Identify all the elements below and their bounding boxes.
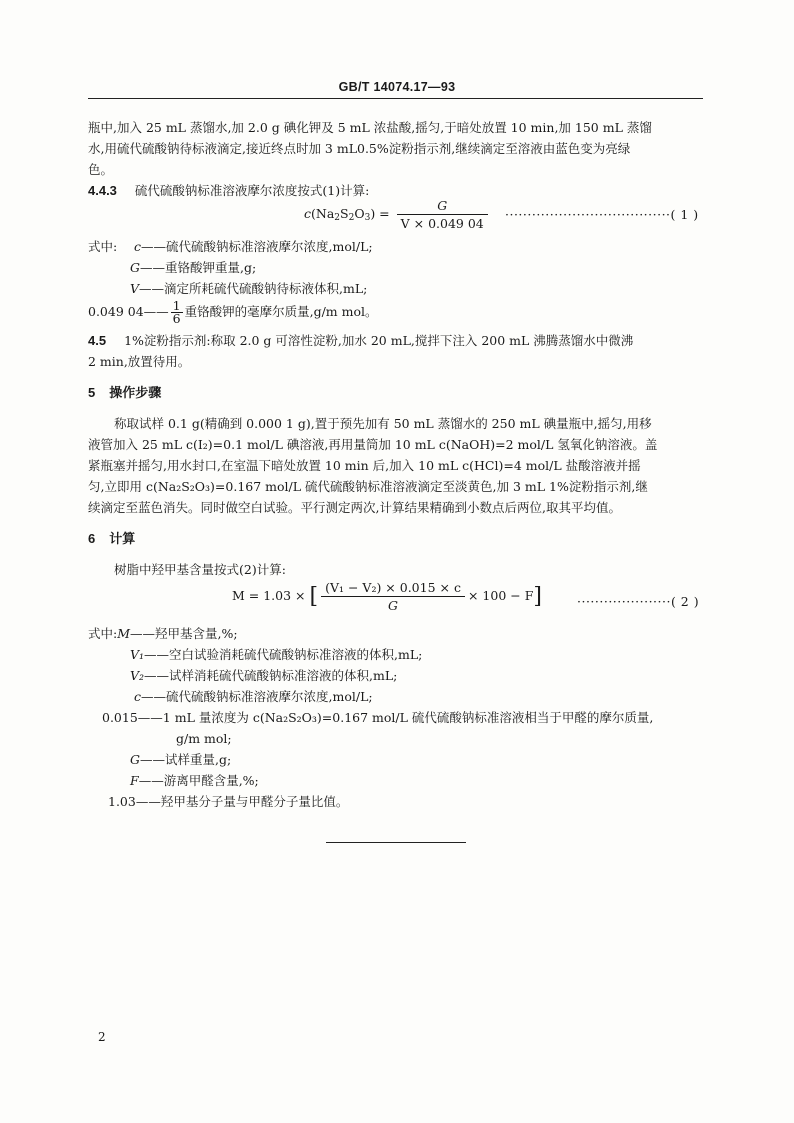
where-label-1: 式中:	[88, 239, 118, 254]
end-rule	[326, 842, 466, 843]
formula-1	[304, 198, 491, 231]
section-4-5-line-2: 2 min,放置待用。	[88, 354, 191, 369]
def-desc: ——硫代硫酸钠标准溶液摩尔浓度,mol/L;	[141, 239, 373, 254]
def-g2	[130, 750, 231, 770]
formula-2-fraction	[321, 580, 465, 613]
def-sym: V	[130, 281, 140, 296]
def-desc: ——1 mL 量浓度为 c(Na₂S₂O₃)=0.167 mol/L 硫代硫酸钠标准溶液相当于甲醛的摩尔质量,	[137, 710, 654, 725]
formula-1-sub2: 2	[348, 213, 355, 223]
def-desc: ——滴定所耗硫代硫酸钠待标液体积,mL;	[139, 281, 368, 296]
def-g	[130, 258, 256, 278]
s5-line-5: 续滴定至蓝色消失。同时做空白试验。平行测定两次,计算结果精确到小数点后两位,取其平均值。	[88, 500, 621, 515]
formula-1-number: ( 1 )	[670, 207, 699, 222]
const-num: 1	[172, 298, 181, 313]
section-number: 5	[88, 385, 96, 400]
formula-1-lhs-b: S	[340, 206, 349, 221]
s5-line-2: 液管加入 25 mL c(I₂)=0.1 mol/L 碘溶液,再用量筒加 10 mL c(NaOH)=2 mol/L 氢氧化钠溶液。盖	[88, 437, 658, 452]
formula-1-lhs-c2: O	[354, 206, 365, 221]
section-number: 4.4.3	[88, 183, 117, 198]
s5-line-4: 匀,立即用 c(Na₂S₂O₃)=0.167 mol/L 硫代硫酸钠标准溶液滴定至淡黄色,加 3 mL 1%淀粉指示剂,继	[88, 479, 648, 494]
right-bracket: ]	[533, 584, 542, 609]
def-desc: ——重铬酸钾重量,g;	[140, 260, 257, 275]
def-desc: ——试样消耗硫代硫酸钠标准溶液的体积,mL;	[144, 668, 398, 683]
def-desc: ——试样重量,g;	[140, 752, 232, 767]
def-c2	[134, 687, 373, 707]
formula-1-eq: ) =	[370, 206, 390, 221]
section-4-5	[88, 331, 633, 351]
const-dash: ——	[143, 304, 169, 319]
formula-2-dots: ·····················	[577, 594, 671, 609]
def-desc: ——空白试验消耗硫代硫酸钠标准溶液的体积,mL;	[144, 647, 423, 662]
s6-intro: 树脂中羟甲基含量按式(2)计算:	[114, 562, 286, 577]
formula-1-fraction	[397, 198, 488, 231]
def-sym: F	[130, 773, 139, 788]
section-title: 计算	[109, 531, 136, 546]
formula-1-dots: ·····································	[505, 207, 671, 222]
def-desc: ——羟甲基含量,%;	[130, 626, 238, 641]
def-v	[130, 279, 367, 299]
def-sym: M	[117, 626, 131, 641]
section-5-heading	[88, 383, 161, 403]
def-sym: G	[130, 752, 140, 767]
formula-2	[232, 580, 542, 613]
s5-line-3: 紧瓶塞并摇匀,用水封口,在室温下暗处放置 10 min 后,加入 10 mL c(HCl)=4 mol/L 盐酸溶液并摇	[88, 458, 641, 473]
formula-2-leader	[577, 594, 699, 609]
header-rule	[88, 98, 703, 99]
intro-line-1: 瓶中,加入 25 mL 蒸馏水,加 2.0 g 碘化钾及 5 mL 浓盐酸,摇匀,于暗处放置 10 min,加 150 mL 蒸馏	[88, 120, 652, 135]
section-text: 1%淀粉指示剂:称取 2.0 g 可溶性淀粉,加水 20 mL,搅拌下注入 200 mL 沸腾蒸馏水中微沸	[124, 333, 634, 348]
const-den: 6	[172, 311, 181, 326]
def-sym: 1.03	[108, 794, 136, 809]
formula-1-numerator: G	[437, 198, 448, 213]
def-sym: c	[134, 239, 142, 254]
section-text: 硫代硫酸钠标准溶液摩尔浓度按式(1)计算:	[134, 183, 370, 198]
def-sym: 0.015	[102, 710, 138, 725]
standard-header: GB/T 14074.17—93	[338, 80, 456, 94]
where-label: 式中:	[88, 626, 118, 641]
def-f	[130, 771, 259, 791]
section-6-heading	[88, 529, 135, 549]
def-sym: G	[130, 260, 140, 275]
s5-line-1: 称取试样 0.1 g(精确到 0.000 1 g),置于预先加有 50 mL 蒸馏水的 250 mL 碘量瓶中,摇匀,用移	[114, 416, 652, 431]
formula-1-leader	[505, 207, 699, 222]
def-desc: ——游离甲醛含量,%;	[138, 773, 259, 788]
formula-2-number: ( 2 )	[670, 594, 700, 609]
section-number: 6	[88, 531, 96, 546]
def-0015	[102, 708, 653, 728]
section-title: 操作步骤	[109, 385, 162, 400]
left-bracket: [	[309, 584, 319, 609]
formula-1-sub3: 3	[364, 213, 371, 223]
def-desc: ——羟甲基分子量与甲醛分子量比值。	[135, 794, 349, 809]
formula-2-lhs: M = 1.03 ×	[232, 588, 306, 603]
def-const	[88, 300, 378, 325]
intro-line-3: 色。	[88, 162, 114, 177]
const-desc: 重铬酸钾的毫摩尔质量,g/m mol。	[184, 304, 378, 319]
def-v2	[130, 666, 397, 686]
page-number: 2	[98, 1030, 106, 1044]
def-0015-cont: g/m mol;	[176, 731, 232, 746]
formula-1-lhs-c: c	[304, 206, 312, 221]
section-number: 4.5	[88, 333, 107, 348]
def-v1	[130, 645, 422, 665]
where-label-2	[88, 624, 238, 644]
formula-1-denominator: V × 0.049 04	[397, 214, 488, 231]
def-c	[134, 237, 373, 257]
def-desc: ——硫代硫酸钠标准溶液摩尔浓度,mol/L;	[141, 689, 373, 704]
def-sym: c	[134, 689, 142, 704]
formula-2-rest: × 100 − F	[467, 588, 534, 603]
formula-2-numerator: (V₁ − V₂) × 0.015 × c	[325, 580, 461, 595]
formula-1-lhs-a: (Na	[311, 206, 335, 221]
formula-2-denominator: G	[321, 596, 465, 613]
intro-line-2: 水,用硫代硫酸钠待标液滴定,接近终点时加 3 mL0.5%淀粉指示剂,继续滴定至溶液由蓝色变为亮绿	[88, 141, 631, 156]
def-sym: V₁	[130, 647, 145, 662]
const-sym: 0.049 04	[88, 304, 144, 319]
def-103	[108, 792, 348, 812]
def-sym: V₂	[130, 668, 145, 683]
formula-1-sub1: 2	[334, 213, 341, 223]
const-fraction	[171, 300, 183, 325]
